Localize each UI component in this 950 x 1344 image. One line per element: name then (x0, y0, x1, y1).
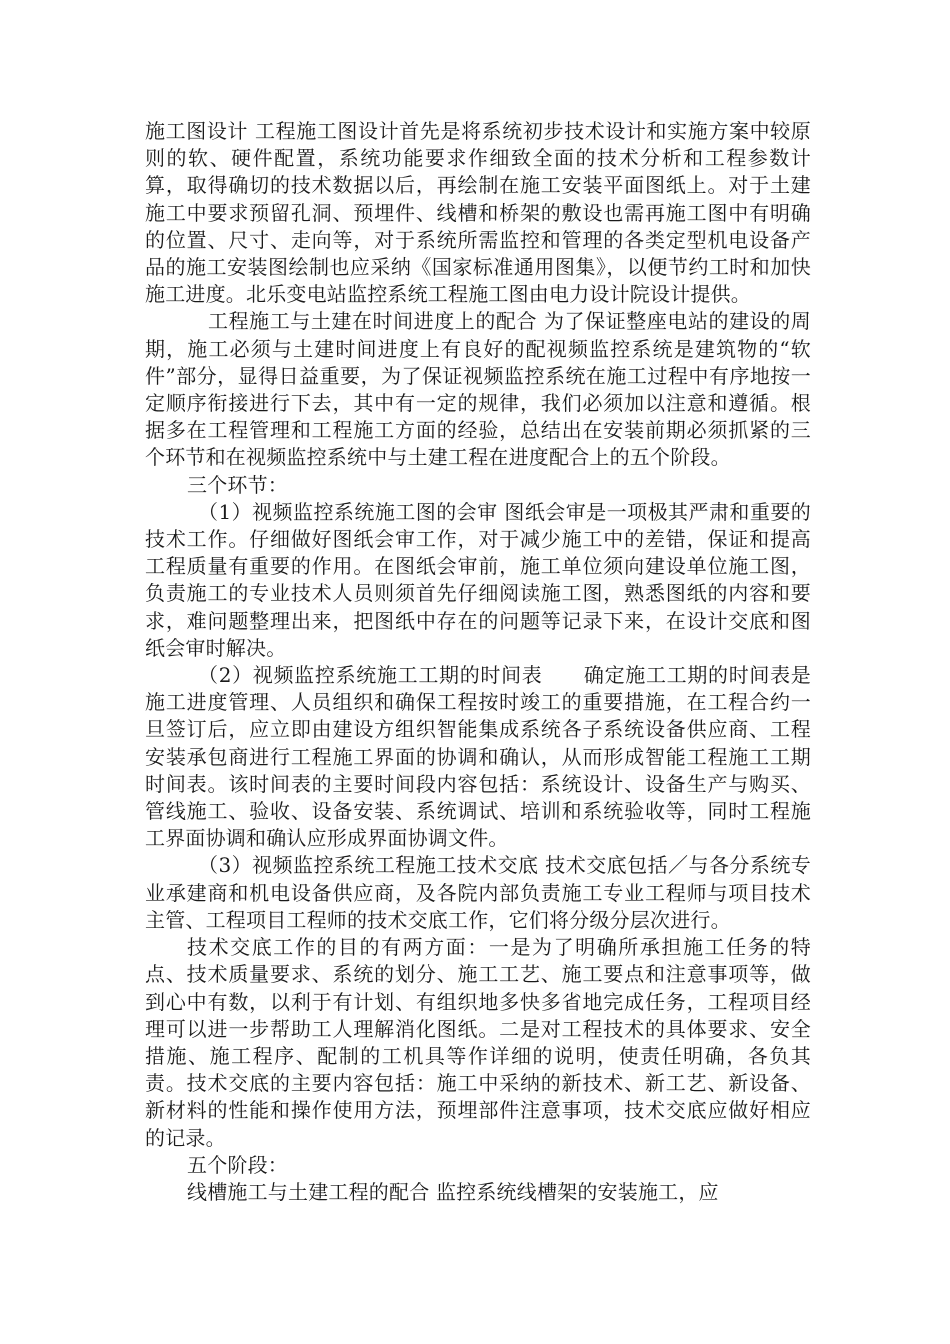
document-body (145, 118, 811, 1206)
paragraph-briefing-purpose: 技术交底工作的目的有两方面：一是为了明确所承担施工任务的特点、技术质量要求、系统的划分、施工工艺、施工要点和注意事项等，做到心中有数，以利于有计划、有组织地多快多省地完成任务，工程项目经理可以进一步帮助工人理解消化图纸。二是对工程技术的具体要求、安全措施、施工程序、配制的工机具等作详细的说明，使责任明确，各负其责。技术交底的主要内容包括：施工中采纳的新技术、新工艺、新设备、新材料的性能和操作使用方法，预埋部件注意事项，技术交底应做好相应的记录。 (145, 935, 811, 1150)
paragraph-trunking-coordination: 线槽施工与土建工程的配合 监控系统线槽架的安装施工，应 (187, 1179, 719, 1204)
paragraph-drawing-review: （1）视频监控系统施工图的会审 图纸会审是一项极其严肃和重要的技术工作。仔细做好图纸会审工作，对于减少施工中的差错，保证和提高工程质量有重要的作用。在图纸会审前，施工单位须向建设单位施工图，负责施工的专业技术人员则须首先仔细阅读施工图，熟悉图纸的内容和要求，难问题整理出来，把图纸中存在的问题等记录下来，在设计交底和图纸会审时解决。 (145, 499, 811, 660)
paragraph-technical-briefing: （3）视频监控系统工程施工技术交底 技术交底包括／与各分系统专业承建商和机电设备供应商，及各院内部负责施工专业工程师与项目技术主管、工程项目工程师的技术交底工作，它们将分级分层次进行。 (145, 853, 811, 932)
paragraph-schedule-coordination: 工程施工与土建在时间进度上的配合 为了保证整座电站的建设的周期，施工必须与土建时间进度上有良好的配视频监控系统是建筑物的“软件”部分，显得日益重要，为了保证视频监控系统在施工过程中有序地按一定顺序衔接进行下去，其中有一定的规律，我们必须加以注意和遵循。根据多在工程管理和工程施工方面的经验，总结出在安装前期必须抓紧的三个环节和在视频监控系统中与土建工程在进度配合上的五个阶段。 (145, 309, 811, 470)
paragraph-construction-timetable: （2）视频监控系统施工工期的时间表 确定施工工期的时间表是施工进度管理、人员组织和确保工程按时竣工的重要措施，在工程合约一旦签订后，应立即由建设方组织智能集成系统各子系统设备供应商、工程安装承包商进行工程施工界面的协调和确认，从而形成智能工程施工工期时间表。该时间表的主要时间段内容包括：系统设计、设备生产与购买、管线施工、验收、设备安装、系统调试、培训和系统验收等，同时工程施工界面协调和确认应形成界面协调文件。 (145, 663, 811, 851)
paragraph-construction-drawing-design: 施工图设计 工程施工图设计首先是将系统初步技术设计和实施方案中较原则的软、硬件配置，系统功能要求作细致全面的技术分析和工程参数计算，取得确切的技术数据以后，再绘制在施工安装平面图纸上。对于土建施工中要求预留孔洞、预埋件、线槽和桥架的敷设也需再施工图中有明确的位置、尺寸、走向等，对于系统所需监控和管理的各类定型机电设备产品的施工安装图绘制也应采纳《国家标准通用图集》，以便节约工时和加快施工进度。北乐变电站监控系统工程施工图由电力设计院设计提供。 (145, 119, 811, 307)
heading-three-links: 三个环节： (187, 472, 288, 497)
heading-five-stages: 五个阶段： (187, 1152, 288, 1177)
